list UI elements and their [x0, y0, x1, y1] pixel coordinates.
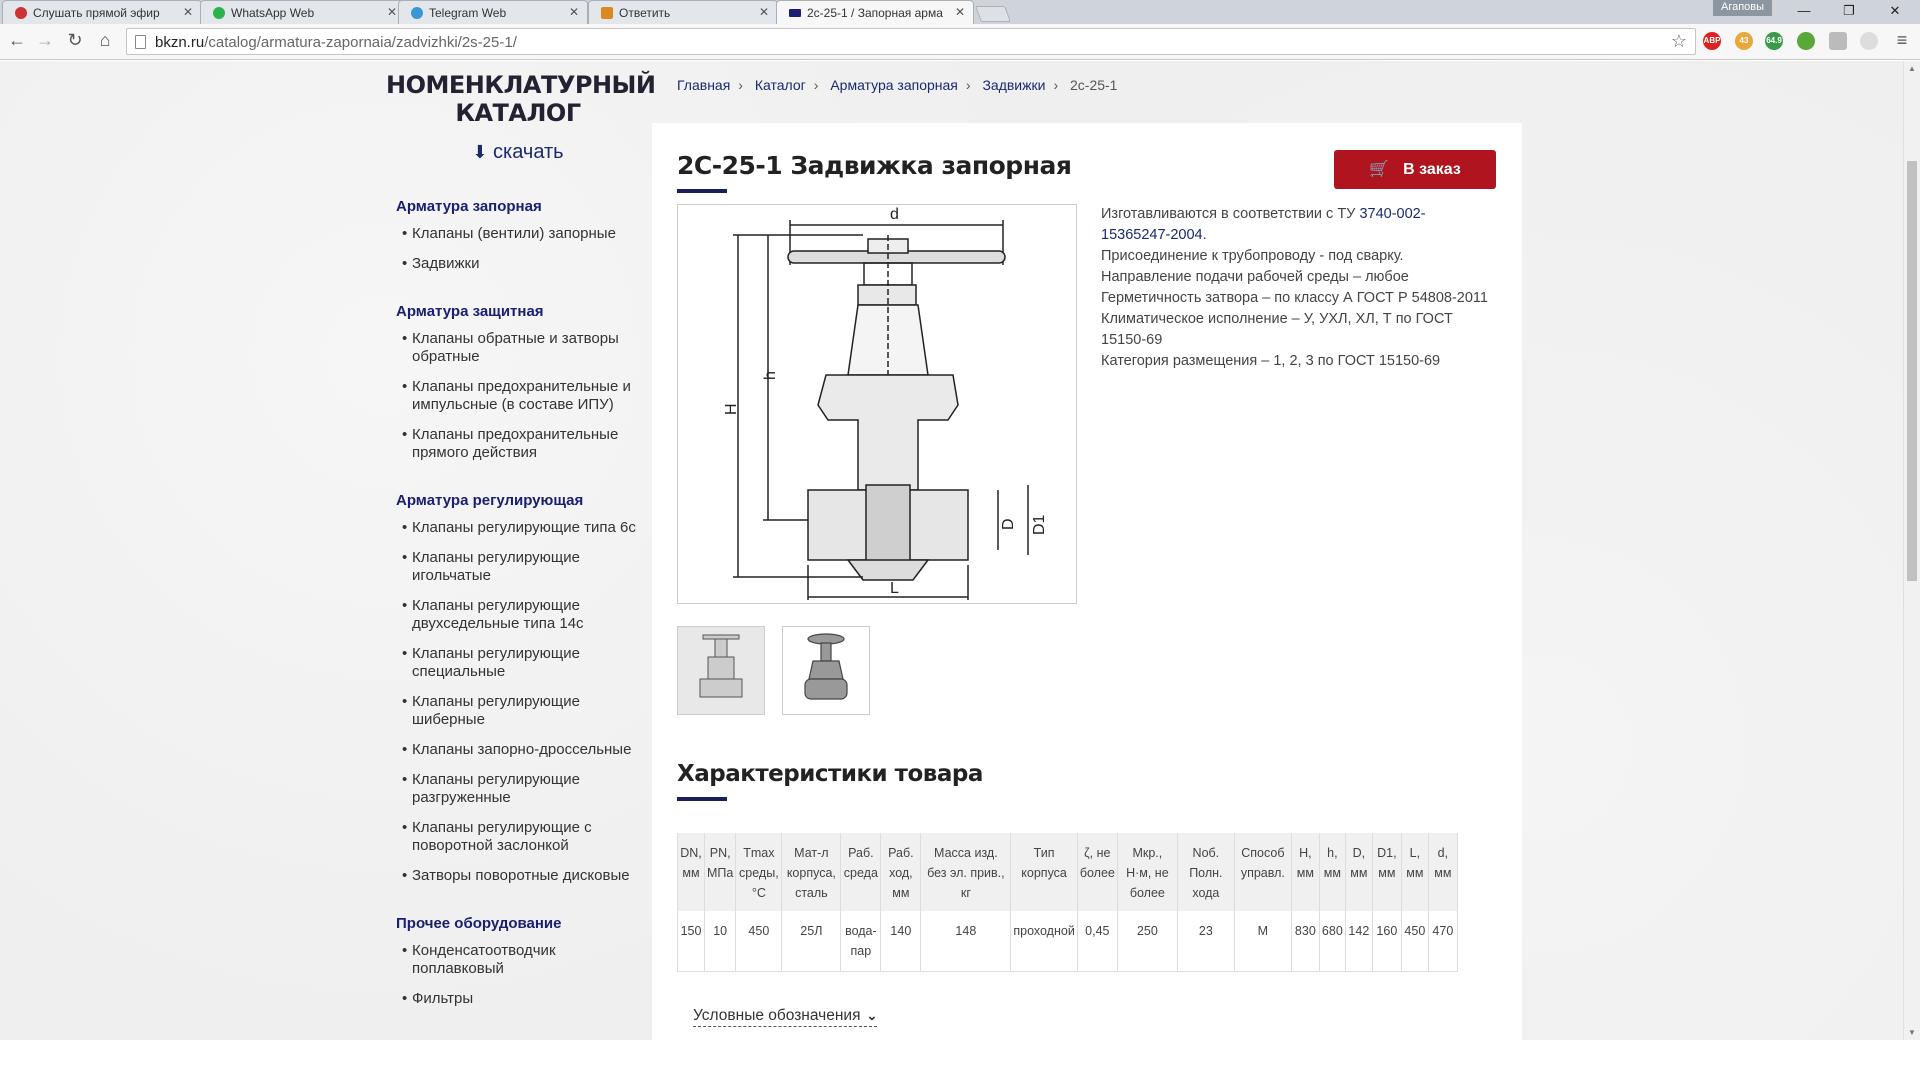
column-header: [1428, 833, 1457, 911]
menu-item[interactable]: • Клапаны регулирующие специальные: [412, 645, 650, 681]
forward-icon[interactable]: →: [36, 30, 54, 50]
product-drawing[interactable]: [677, 204, 1077, 604]
page-scrollbar[interactable]: [1903, 61, 1920, 1040]
description-line: Присоединение к трубопроводу - под сварку.: [1101, 248, 1404, 264]
thumbnail-drawing-icon: [678, 627, 764, 714]
table-cell: [1319, 911, 1345, 971]
menu-item[interactable]: • Клапаны регулирующие типа 6с: [412, 519, 650, 537]
header-line: Способ: [1241, 846, 1285, 860]
header-line: мм: [1378, 866, 1396, 880]
table-cell: [1077, 911, 1117, 971]
cell-line: 450: [748, 924, 770, 938]
close-icon[interactable]: ✕: [182, 5, 193, 19]
description-line: Герметичность затвора – по классу А ГОСТ Р 54808-2011: [1101, 290, 1488, 306]
close-icon[interactable]: ✕: [758, 5, 769, 19]
table-cell: [921, 911, 1011, 971]
table-cell: [1234, 911, 1291, 971]
header-line: Раб.: [848, 846, 874, 860]
site-logo-icon: [789, 9, 801, 17]
table-cell: [1291, 911, 1319, 971]
breadcrumb-valves[interactable]: Задвижки: [982, 77, 1046, 93]
column-header: [1117, 833, 1177, 911]
breadcrumb-shutoff[interactable]: Арматура запорная: [830, 77, 958, 93]
table-cell: [1177, 911, 1234, 971]
flag-icon: [15, 7, 27, 19]
specs-underline: [677, 797, 727, 801]
legend-toggle[interactable]: [693, 1007, 877, 1027]
specs-title: Характеристики товара: [677, 761, 983, 787]
column-header: [705, 833, 736, 911]
menu-heading[interactable]: Арматура запорная: [396, 198, 542, 215]
chevron-down-icon: ⌄: [866, 1008, 878, 1023]
menu-item[interactable]: • Клапаны регулирующие игольчатые: [412, 549, 650, 585]
dim-L-label: L: [890, 580, 899, 597]
table-cell: [841, 911, 881, 971]
dim-D1-label: D1: [1031, 514, 1048, 535]
cell-line: 0,45: [1085, 924, 1110, 938]
tab-telegram[interactable]: [398, 0, 588, 24]
column-header: [1401, 833, 1428, 911]
table-cell: [705, 911, 736, 971]
cell-line: 140: [890, 924, 912, 938]
header-line: более: [1079, 866, 1115, 880]
tab-whatsapp[interactable]: [200, 0, 406, 24]
column-header: [1077, 833, 1117, 911]
header-line: мм: [682, 866, 700, 880]
adblock-icon[interactable]: ABP: [1703, 32, 1721, 50]
table-cell: [1428, 911, 1457, 971]
tab-title: WhatsApp Web: [231, 6, 315, 20]
header-line: кг: [960, 886, 971, 900]
tab-title: Ответить: [619, 6, 671, 20]
extension-grey-icon[interactable]: [1829, 32, 1847, 50]
column-header: [1345, 833, 1372, 911]
cell-line: 160: [1376, 924, 1398, 938]
header-line: более: [1129, 886, 1165, 900]
header-line: PN,: [709, 846, 731, 860]
menu-item[interactable]: • Конденсатоотводчик поплавковый: [412, 942, 650, 978]
close-icon[interactable]: ✕: [386, 5, 397, 19]
menu-item[interactable]: • Клапаны регулирующие двухседельные типа 14с: [412, 597, 650, 633]
back-icon[interactable]: ←: [8, 30, 26, 50]
menu-item[interactable]: • Клапаны (вентили) запорные: [412, 225, 650, 243]
cell-line: 148: [955, 924, 977, 938]
thumbnail-drawing[interactable]: [677, 626, 765, 715]
download-link[interactable]: [386, 141, 650, 164]
tab-strip: [0, 0, 1920, 24]
tab-title: 2с-25-1 / Запорная арма: [807, 6, 943, 20]
header-line: мм: [1434, 866, 1452, 880]
dim-d-label: d: [890, 206, 899, 223]
title-underline: [677, 189, 727, 193]
bookmark-star-icon[interactable]: ☆: [1670, 31, 1687, 51]
description-line: Направление подачи рабочей среды – любое: [1101, 269, 1409, 285]
menu-item[interactable]: • Клапаны предохранительные прямого действия: [412, 426, 650, 462]
header-line: хода: [1192, 886, 1220, 900]
table-cell: [678, 911, 705, 971]
column-header: [678, 833, 705, 911]
table-cell: [1117, 911, 1177, 971]
header-line: мм: [1296, 866, 1314, 880]
menu-item[interactable]: • Клапаны запорно-дроссельные: [412, 741, 650, 759]
menu-item[interactable]: • Клапаны предохранительные и импульсные (в составе ИПУ): [412, 378, 650, 414]
cell-line: вода-: [845, 924, 877, 938]
table-cell: [736, 911, 782, 971]
tab-radio[interactable]: [2, 0, 202, 24]
description-line: Климатическое исполнение – У, УХЛ, ХЛ, Т по ГОСТ 15150-69: [1101, 311, 1453, 348]
close-window-icon[interactable]: ✕: [1889, 3, 1901, 18]
column-header: [921, 833, 1011, 911]
header-line: H,: [1299, 846, 1312, 860]
minimize-icon[interactable]: —: [1797, 3, 1811, 18]
header-line: мм: [892, 886, 910, 900]
menu-item[interactable]: • Клапаны обратные и затворы обратные: [412, 330, 650, 366]
column-header: [1291, 833, 1319, 911]
reload-icon[interactable]: ↻: [67, 30, 83, 50]
header-line: Nоб.: [1192, 846, 1220, 860]
home-icon[interactable]: ⌂: [99, 30, 111, 50]
header-line: мм: [1350, 866, 1368, 880]
cell-line: 23: [1198, 924, 1213, 938]
telegram-icon: [411, 7, 423, 19]
column-header: [1177, 833, 1234, 911]
new-tab-button[interactable]: [975, 6, 1011, 22]
specs-table: [677, 833, 1458, 972]
menu-item[interactable]: • Клапаны регулирующие шиберные: [412, 693, 650, 729]
page-background: [0, 61, 1920, 1040]
header-line: корпуса,: [786, 866, 836, 880]
header-line: МПа: [707, 866, 734, 880]
cell-line: 250: [1136, 924, 1158, 938]
thumbnail-photo[interactable]: [782, 626, 870, 715]
header-line: без эл. прив.,: [927, 866, 1005, 880]
menu-heading[interactable]: Арматура защитная: [396, 303, 544, 320]
header-line: Мкр.,: [1132, 846, 1163, 860]
scroll-up-icon[interactable]: ▲: [1908, 64, 1916, 73]
tu-link[interactable]: 3740-002-15365247-2004: [1101, 206, 1426, 243]
menu-icon[interactable]: ≡: [1896, 30, 1908, 50]
whatsapp-icon: [213, 7, 225, 19]
table-cell: [782, 911, 841, 971]
download-icon: ⬇: [472, 142, 488, 162]
cell-line: 680: [1321, 924, 1343, 938]
column-header: [1319, 833, 1345, 911]
tab-current[interactable]: [776, 0, 974, 24]
header-line: мм: [1323, 866, 1341, 880]
cell-line: 142: [1348, 924, 1370, 938]
extension-pin-icon[interactable]: [1797, 32, 1815, 50]
header-line: Полн.: [1189, 866, 1223, 880]
header-line: Масса изд.: [934, 846, 998, 860]
table-cell: [1401, 911, 1428, 971]
menu-heading[interactable]: Арматура регулирующая: [396, 492, 584, 509]
header-line: мм: [1406, 866, 1424, 880]
header-line: D1,: [1377, 846, 1397, 860]
header-line: среда: [843, 866, 878, 880]
header-line: ζ, не: [1084, 846, 1111, 860]
reply-icon: [601, 7, 613, 19]
tab-reply[interactable]: [588, 0, 778, 24]
cell-line: 150: [680, 924, 702, 938]
header-line: °C: [751, 886, 766, 900]
order-button[interactable]: [1334, 150, 1496, 189]
header-line: L,: [1409, 846, 1421, 860]
product-description: Изготавливаются в соответствии с ТУ 3740-002-15365247-2004. Присоединение к трубопроводу - под сварку. Направление подачи рабочей среды – любое Герметичность затвора – по классу А ГОСТ Р 54808-2011 Климатическое исполнение – У, УХЛ, ХЛ, Т по ГОСТ 15150-69 Категория размещения – 1, 2, 3 по ГОСТ 15150-69: [1101, 204, 1491, 372]
header-line: управл.: [1240, 866, 1285, 880]
header-line: Тип: [1033, 846, 1055, 860]
column-header: [782, 833, 841, 911]
header-line: сталь: [795, 886, 828, 900]
cell-line: М: [1257, 924, 1269, 938]
cell-line: 10: [713, 924, 728, 938]
header-line: DN,: [680, 846, 702, 860]
close-icon[interactable]: ✕: [568, 5, 579, 19]
url-text[interactable]: bkzn.ru/catalog/armatura-zapornaia/zadvizhki/2s-25-1/: [155, 34, 517, 51]
thumbnail-photo-icon: [783, 627, 869, 714]
table-cell: [1345, 911, 1372, 971]
dim-h-label: h: [762, 371, 779, 380]
header-line: Tmax: [743, 846, 775, 860]
scroll-down-icon[interactable]: ▼: [1908, 1028, 1916, 1037]
menu-item[interactable]: • Затворы поворотные дисковые: [412, 867, 650, 885]
catalog-menu: [386, 198, 650, 1008]
column-header: [1234, 833, 1291, 911]
cell-line: 25Л: [800, 924, 823, 938]
header-line: Мат-л: [794, 846, 829, 860]
table-cell: [1372, 911, 1401, 971]
profile-badge[interactable]: Агаповы: [1713, 0, 1772, 16]
tab-title: Слушать прямой эфир: [33, 6, 160, 20]
page-icon: [135, 35, 146, 49]
extension-key-icon[interactable]: [1860, 32, 1878, 50]
menu-heading[interactable]: Прочее оборудование: [396, 915, 562, 932]
breadcrumb-home[interactable]: Главная: [677, 77, 731, 93]
table-cell: [881, 911, 921, 971]
dim-H-label: H: [723, 403, 740, 415]
column-header: [841, 833, 881, 911]
close-icon[interactable]: ✕: [954, 5, 965, 19]
scrollbar-thumb[interactable]: [1907, 161, 1917, 581]
order-label: В заказ: [1403, 161, 1461, 178]
download-label: скачать: [493, 141, 564, 163]
cell-line: 470: [1432, 924, 1454, 938]
valve-drawing: [678, 205, 1076, 603]
cell-line: пар: [850, 944, 872, 958]
column-header: [1372, 833, 1401, 911]
header-line: среды,: [739, 866, 779, 880]
column-header: [736, 833, 782, 911]
cell-line: 830: [1294, 924, 1316, 938]
browser-toolbar: [0, 24, 1920, 60]
cell-line: проходной: [1013, 924, 1075, 938]
header-line: D,: [1352, 846, 1366, 860]
header-line: Н·м, не: [1126, 866, 1169, 880]
menu-item[interactable]: • Клапаны регулирующие с поворотной заслонкой: [412, 819, 650, 855]
header-line: h,: [1327, 846, 1338, 860]
column-header: [1011, 833, 1077, 911]
header-line: корпуса: [1021, 866, 1067, 880]
table-row: [678, 911, 1458, 971]
header-line: Раб.: [888, 846, 914, 860]
menu-item[interactable]: • Задвижки: [412, 255, 650, 273]
catalog-title: НОМЕНКЛАТУРНЫЙ КАТАЛОГ: [386, 71, 656, 127]
description-line: Категория размещения – 1, 2, 3 по ГОСТ 15150-69: [1101, 353, 1441, 369]
column-header: [881, 833, 921, 911]
cart-icon: 🛒: [1369, 161, 1390, 178]
header-line: d,: [1437, 846, 1449, 860]
breadcrumb-current: 2с-25-1: [1070, 77, 1118, 93]
maximize-icon[interactable]: ❐: [1843, 3, 1855, 18]
address-bar[interactable]: [126, 28, 1696, 55]
page-title: 2С-25-1 Задвижка запорная: [677, 151, 1072, 180]
breadcrumb-catalog[interactable]: Каталог: [754, 77, 806, 93]
dim-D-label: D: [1000, 518, 1017, 530]
menu-item[interactable]: • Фильтры: [412, 990, 650, 1008]
extension-green-icon[interactable]: 64.9: [1765, 32, 1783, 50]
tab-title: Telegram Web: [429, 6, 507, 20]
cell-line: 450: [1404, 924, 1426, 938]
breadcrumb: Главная › Каталог › Арматура запорная › Задвижки › 2с-25-1: [677, 77, 1118, 93]
header-line: ход,: [889, 866, 913, 880]
extension-weather-icon[interactable]: 43: [1735, 32, 1753, 50]
legend-label: Условные обозначения: [693, 1007, 861, 1024]
table-cell: [1011, 911, 1077, 971]
menu-item[interactable]: • Клапаны регулирующие разгруженные: [412, 771, 650, 807]
sidebar: [386, 61, 656, 1020]
